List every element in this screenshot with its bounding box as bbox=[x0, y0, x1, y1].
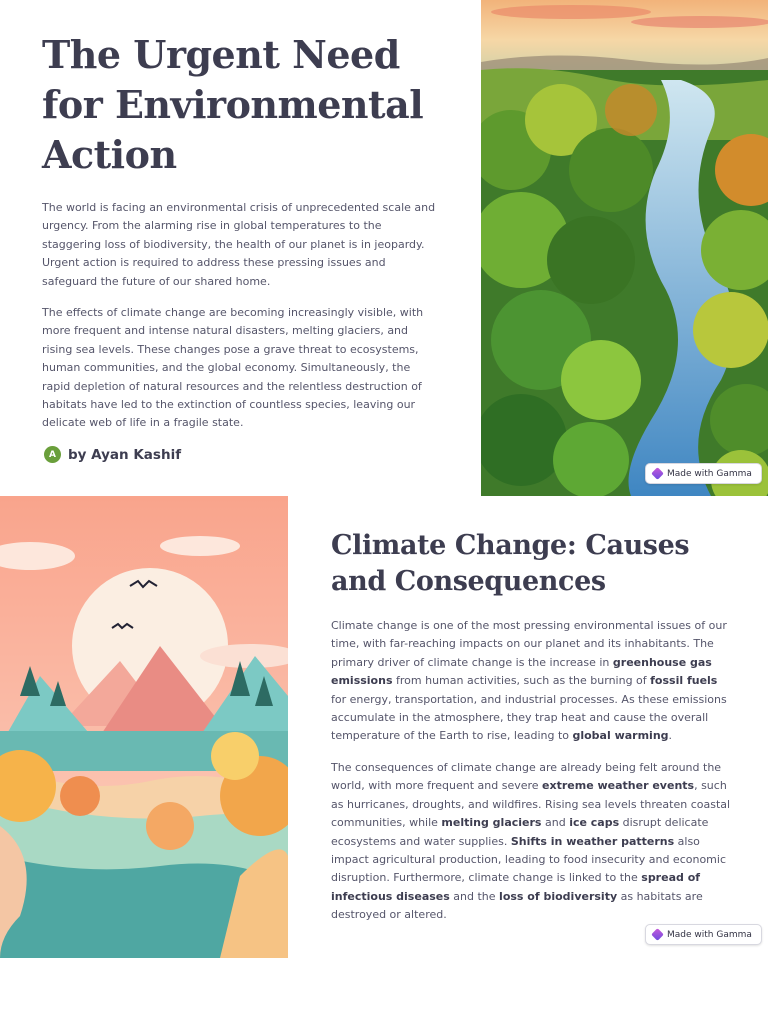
badge-label: Made with Gamma bbox=[667, 929, 752, 940]
author-name: by Ayan Kashif bbox=[68, 446, 182, 463]
slide-environmental-action bbox=[0, 0, 768, 496]
emphasis-greenhouse: greenhouse gas emissions bbox=[331, 655, 712, 688]
badge-label: Made with Gamma bbox=[667, 468, 752, 479]
made-with-gamma-badge[interactable] bbox=[645, 463, 762, 484]
effects-paragraph: The effects of climate change are becoming increasingly visible, with more frequent and intense natural disasters, melting glaciers, and rising sea levels. These changes pose a grave threat to ecosystems, human communities, and the global economy. Simultaneously, the rapid depletion of natural resources and the relentless destruction of habitats have led to the extinction of countless species, leaving our delicate web of life in a fragile state. bbox=[42, 306, 424, 430]
emphasis-weather-shifts: Shifts in weather patterns bbox=[510, 834, 675, 848]
emphasis-fossil-fuels: fossil fuels bbox=[650, 674, 718, 688]
slide-title: The Urgent Need for Environmental Action bbox=[42, 32, 424, 177]
slide-climate-change bbox=[0, 496, 768, 958]
made-with-gamma-badge[interactable] bbox=[645, 924, 762, 945]
emphasis-biodiversity-loss: loss of biodiversity bbox=[499, 889, 618, 903]
gamma-logo-icon bbox=[651, 928, 664, 941]
avatar: A bbox=[44, 446, 61, 463]
intro-paragraph: The world is facing an environmental crisis of unprecedented scale and urgency. From the alarming rise in global temperatures to the staggering loss of biodiversity, the health of our planet is in jeopardy. Urgent action is required to address these pressing issues and safeguard the future of our shared home. bbox=[42, 201, 436, 288]
gamma-logo-icon bbox=[651, 467, 664, 480]
slide-title: Climate Change: Causes and Consequences bbox=[331, 530, 690, 597]
river-forest-image bbox=[481, 0, 768, 496]
consequences-paragraph: The consequences of climate change are already being felt around the world, with more frequent and severe extreme weather events, such as hurricanes, droughts, and wildfires. Rising sea levels threaten coastal communities, while melting glaciers and ice caps disrupt delicate ecosystems and water supplies. Shifts in weather patterns also impact agricultural production, leading to food insecurity and economic disruption. Furthermore, climate change is linked to the spread of infectious diseases and the loss of biodiversity as habitats are destroyed or altered. bbox=[331, 761, 731, 922]
causes-paragraph: Climate change is one of the most pressing environmental issues of our time, with far-reaching impacts on our planet and its inhabitants. The primary driver of climate change is the increase in greenhouse gas emissions from human activities, such as the burning of fossil fuels for energy, transportation, and industrial processes. As these emissions accumulate in the atmosphere, they trap heat and cause the overall temperature of the Earth to rise, leading to global warming. bbox=[331, 619, 727, 743]
emphasis-global-warming: global warming bbox=[572, 729, 669, 743]
emphasis-ice-caps: ice caps bbox=[569, 816, 620, 830]
author-byline bbox=[44, 446, 181, 463]
landscape-illustration bbox=[0, 496, 288, 958]
emphasis-melting-glaciers: melting glaciers bbox=[441, 816, 542, 830]
emphasis-extreme-weather: extreme weather events bbox=[542, 779, 695, 793]
emphasis-infectious-diseases: spread of infectious diseases bbox=[331, 871, 701, 903]
